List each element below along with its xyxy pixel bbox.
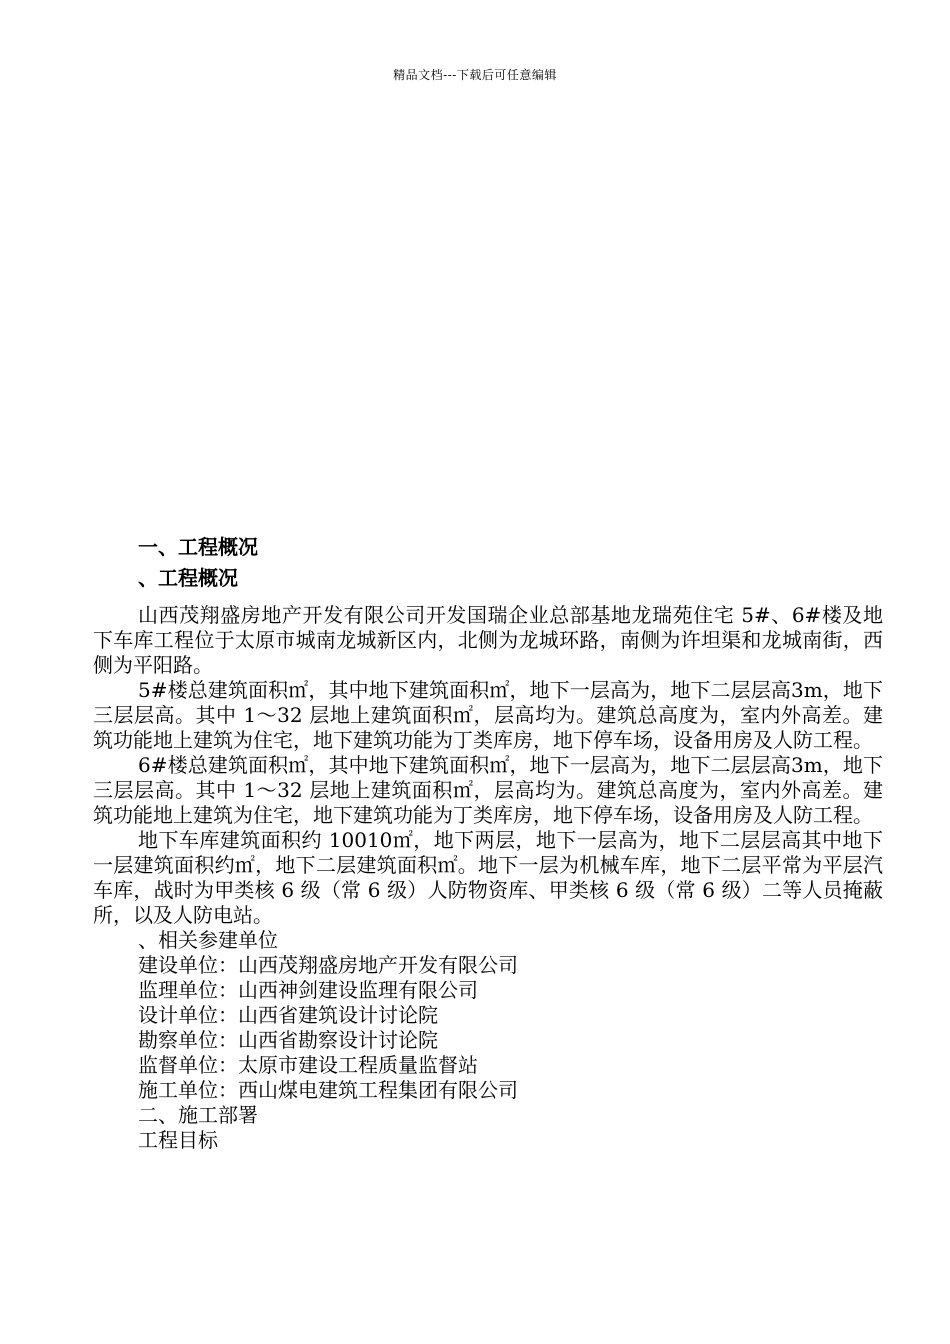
paragraph-garage: 地下车库建筑面积约 10010㎡，地下两层，地下一层高为，地下二层层高其中地下一层建筑面积约㎡，地下二层建筑面积㎡。地下一层为机械车库，地下二层平常为平层汽车库，战时为甲类核 6 级（常 6 级）人防物资库、甲类核 6 级（常 6 级）二等人员掩蔽所，以及人防电站。 [93, 828, 883, 927]
unit-line-quality-oversight: 监督单位：太原市建设工程质量监督站 [138, 1053, 478, 1077]
unit-line-supervision: 监理单位：山西神剑建设监理有限公司 [138, 978, 478, 1002]
subsection-heading-overview: 、工程概况 [138, 566, 238, 590]
paragraph-building-6: 6#楼总建筑面积㎡，其中地下建筑面积㎡，地下一层高为，地下二层层高3m，地下三层层高。其中 1～32 层地上建筑面积㎡，层高均为。建筑总高度为，室内外高差。建筑功能地上建筑为住宅，地下建筑功能为丁类库房，地下停车场，设备用房及人防工程。 [93, 753, 883, 827]
units-heading: 、相关参建单位 [138, 928, 278, 952]
page-header-note: 精品文档---下载后可任意编辑 [393, 68, 557, 82]
unit-line-contractor: 施工单位：西山煤电建筑工程集团有限公司 [138, 1078, 518, 1102]
paragraph-building-5: 5#楼总建筑面积㎡，其中地下建筑面积㎡，地下一层高为，地下二层层高3m，地下三层层高。其中 1～32 层地上建筑面积㎡，层高均为。建筑总高度为，室内外高差。建筑功能地上建筑为住宅，地下建筑功能为丁类库房，地下停车场，设备用房及人防工程。 [93, 678, 883, 752]
unit-line-design: 设计单位：山西省建筑设计讨论院 [138, 1003, 438, 1027]
section-heading-2: 二、施工部署 [138, 1103, 258, 1127]
document-body [93, 533, 883, 1153]
unit-line-survey: 勘察单位：山西省勘察设计讨论院 [138, 1028, 438, 1052]
paragraph-project-location: 山西茂翔盛房地产开发有限公司开发国瑞企业总部基地龙瑞苑住宅 5#、6#楼及地下车库工程位于太原市城南龙城新区内，北侧为龙城环路，南侧为许坦渠和龙城南街，西侧为平阳路。 [93, 603, 883, 677]
subsection-heading-goals: 工程目标 [138, 1128, 218, 1152]
section-heading-1: 一、工程概况 [138, 535, 258, 559]
unit-line-construction: 建设单位：山西茂翔盛房地产开发有限公司 [138, 953, 518, 977]
